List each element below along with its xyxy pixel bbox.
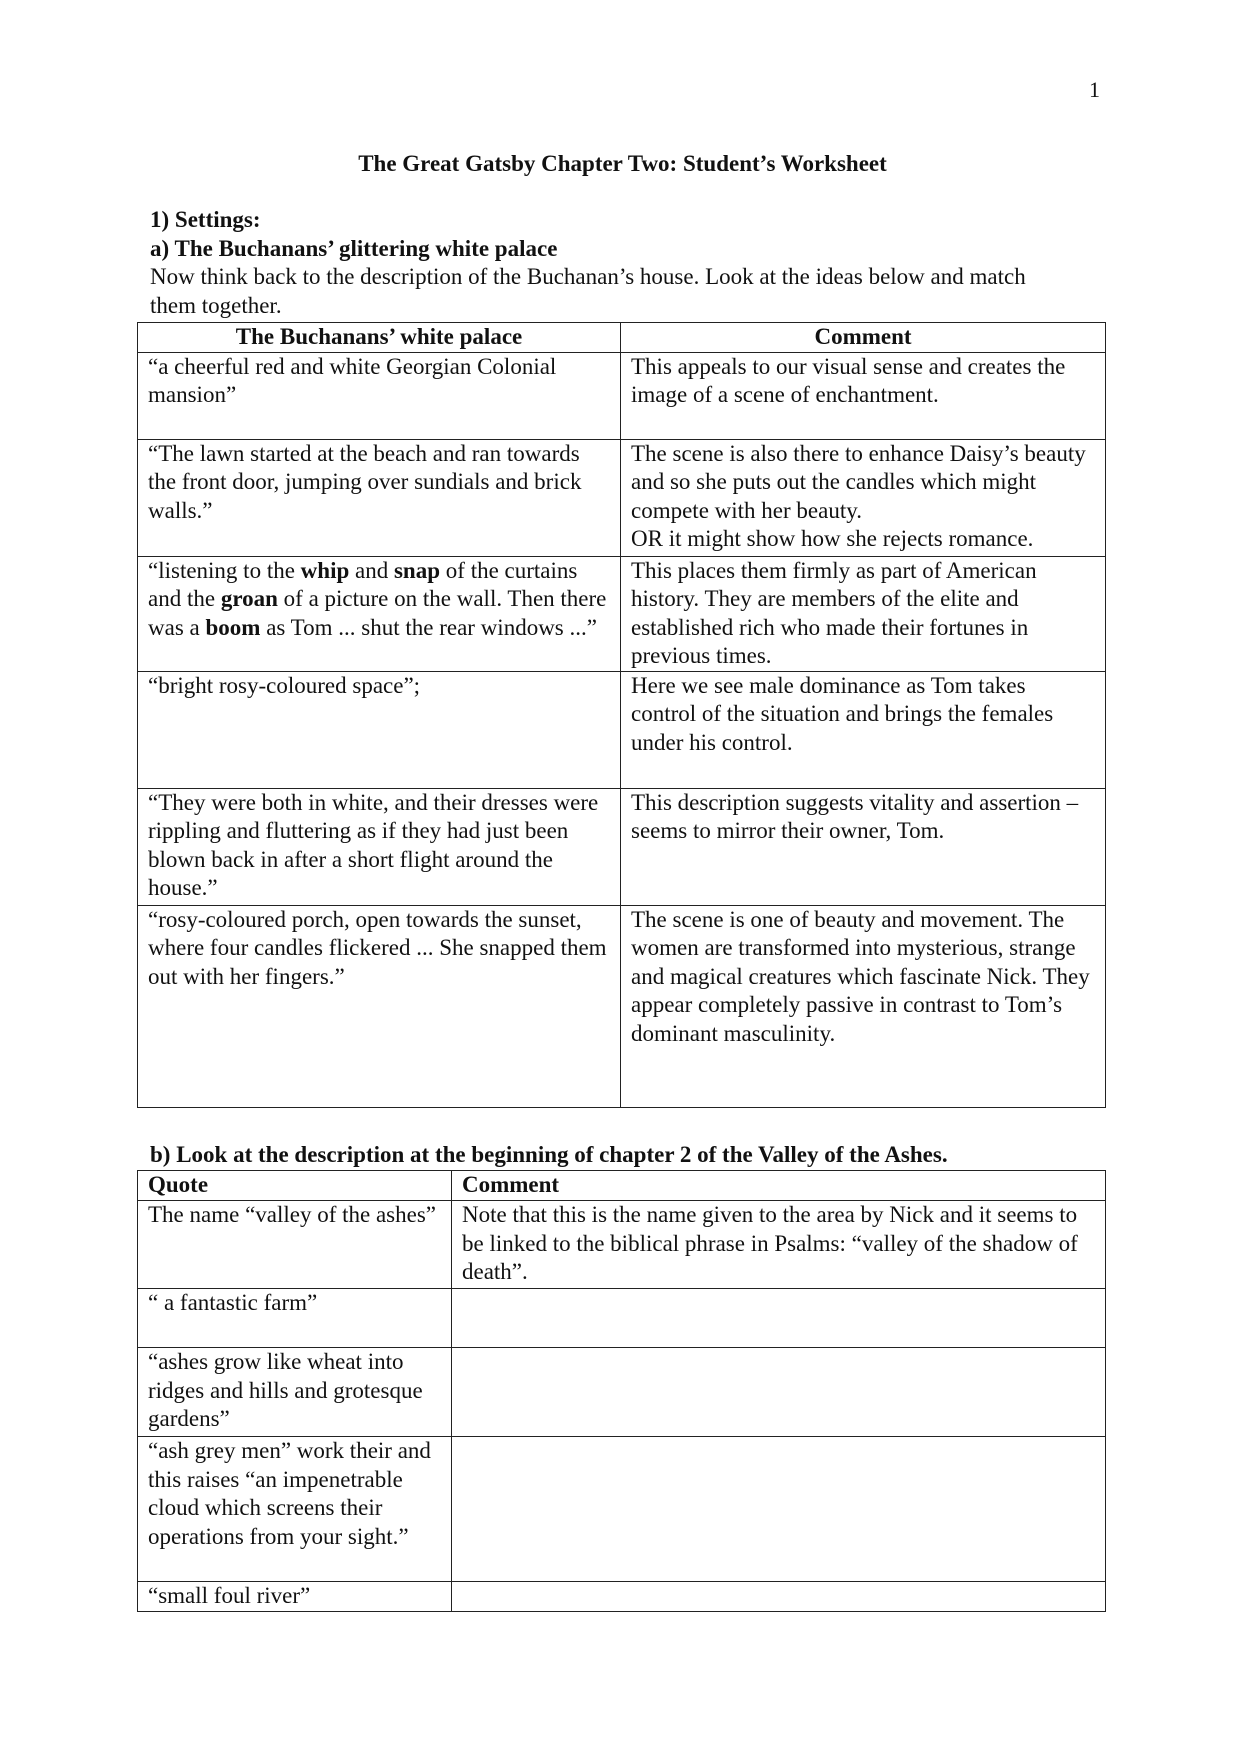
table-row	[138, 1289, 1106, 1348]
column-header-comment: Comment	[452, 1171, 1106, 1201]
comment-cell: Here we see male dominance as Tom takes control of the situation and brings the females under his control.	[621, 671, 1106, 788]
quote-text: as Tom ... shut the rear windows ...”	[260, 614, 597, 640]
table-row	[138, 905, 1106, 1107]
comment-cell: This description suggests vitality and assertion – seems to mirror their owner, Tom.	[621, 788, 1106, 905]
quote-cell: The name “valley of the ashes”	[138, 1201, 452, 1289]
table-row	[138, 1201, 1106, 1289]
table-row	[138, 788, 1106, 905]
quote-text: and	[349, 557, 394, 583]
quote-cell: “The lawn started at the beach and ran towards the front door, jumping over sundials and brick walls.”	[138, 439, 621, 556]
quote-cell: “a cheerful red and white Georgian Colonial mansion”	[138, 352, 621, 439]
table-row	[138, 352, 1106, 439]
quote-emphasis: groan	[220, 586, 278, 611]
section-heading-settings: 1) Settings:	[150, 207, 261, 232]
page-number: 1	[1089, 77, 1100, 102]
quote-cell: “ash grey men” work their and this raises “an impenetrable cloud which screens their operations from your sight.”	[138, 1437, 452, 1582]
palace-table	[137, 322, 1106, 1108]
comment-cell: The scene is one of beauty and movement. The women are transformed into mysterious, strange and magical creatures which fascinate Nick. They appear completely passive in contrast to Tom’s dominant masculinity.	[621, 905, 1106, 1107]
comment-cell: This places them firmly as part of American history. They are members of the elite and established rich who made their fortunes in previous times.	[621, 556, 1106, 671]
quote-cell: “ashes grow like wheat into ridges and hills and grotesque gardens”	[138, 1348, 452, 1437]
quote-cell	[138, 556, 621, 671]
quote-cell: “ a fantastic farm”	[138, 1289, 452, 1348]
quote-cell: “bright rosy-coloured space”;	[138, 671, 621, 788]
table-header-row	[138, 1171, 1106, 1201]
quote-text: of a picture on the wall. Then there was a	[148, 586, 607, 640]
quote-emphasis: whip	[300, 557, 350, 583]
table-row	[138, 671, 1106, 788]
comment-alternative: OR it might show how she rejects romance.	[631, 526, 1034, 551]
comment-cell: This appeals to our visual sense and creates the image of a scene of enchantment.	[621, 352, 1106, 439]
table-row	[138, 556, 1106, 671]
column-header-quote: Quote	[138, 1171, 452, 1201]
table-header-row	[138, 323, 1106, 353]
quote-emphasis: boom	[205, 614, 261, 640]
page-title: The Great Gatsby Chapter Two: Student’s Worksheet	[358, 151, 887, 176]
quote-cell: “rosy-coloured porch, open towards the sunset, where four candles flickered ... She snapped them out with her fingers.”	[138, 905, 621, 1107]
column-header-comment: Comment	[621, 323, 1106, 353]
table-row	[138, 439, 1106, 556]
quote-cell: “They were both in white, and their dresses were rippling and fluttering as if they had just been blown back in after a short flight around the house.”	[138, 788, 621, 905]
table-row	[138, 1348, 1106, 1437]
comment-text: The scene is also there to enhance Daisy’s beauty and so she puts out the candles which might compete with her beauty.	[631, 440, 1086, 523]
table-row	[138, 1437, 1106, 1582]
comment-cell: Note that this is the name given to the area by Nick and it seems to be linked to the biblical phrase in Psalms: “valley of the shadow of death”.	[452, 1201, 1106, 1289]
comment-cell	[452, 1582, 1106, 1612]
quote-text: “listening to the	[148, 557, 301, 583]
comment-cell	[452, 1348, 1106, 1437]
valley-table	[137, 1170, 1106, 1612]
table-row	[138, 1582, 1106, 1612]
column-header-palace: The Buchanans’ white palace	[138, 323, 621, 353]
quote-text: of the curtains and the	[148, 557, 578, 611]
section-heading-valley: b) Look at the description at the beginning of chapter 2 of the Valley of the Ashes.	[150, 1142, 948, 1167]
subheading-white-palace: a) The Buchanans’ glittering white palace	[150, 236, 558, 261]
comment-cell	[621, 439, 1106, 556]
quote-emphasis: snap	[393, 557, 441, 583]
comment-cell	[452, 1437, 1106, 1582]
comment-cell	[452, 1289, 1106, 1348]
instructions: Now think back to the description of the Buchanan’s house. Look at the ideas below and match them together.	[150, 264, 1026, 318]
quote-cell: “small foul river”	[138, 1582, 452, 1612]
